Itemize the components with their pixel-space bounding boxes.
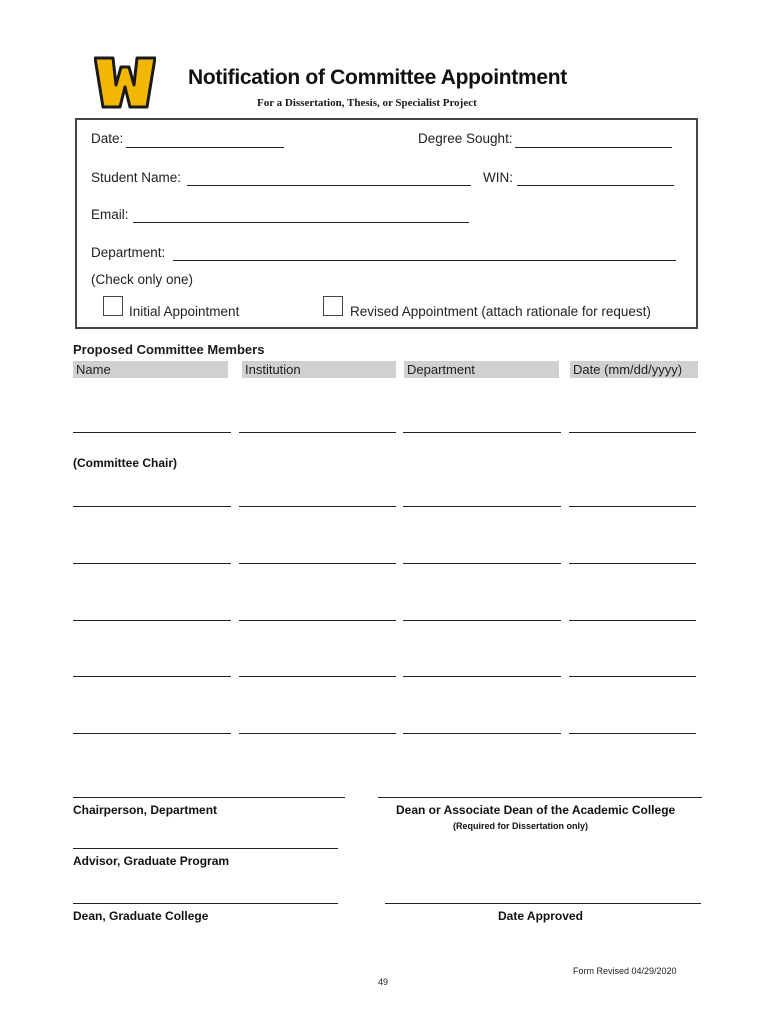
member-6-date-field[interactable]: [569, 733, 696, 734]
member-5-date-field[interactable]: [569, 676, 696, 677]
member-1-date-field[interactable]: [569, 432, 696, 433]
member-3-date-field[interactable]: [569, 563, 696, 564]
member-3-department-field[interactable]: [403, 563, 561, 564]
check-only-one-note: (Check only one): [91, 272, 194, 287]
university-w-logo: [94, 55, 156, 109]
member-2-name-field[interactable]: [73, 506, 231, 507]
revised-appointment-checkbox[interactable]: [323, 296, 343, 316]
dean-required-note: (Required for Dissertation only): [453, 821, 589, 831]
member-5-department-field[interactable]: [403, 676, 561, 677]
student-info-box: [75, 118, 698, 329]
member-1-institution-field[interactable]: [239, 432, 396, 433]
committee-section-title: Proposed Committee Members: [73, 342, 265, 357]
dean-academic-signature-line[interactable]: [378, 797, 702, 798]
member-6-department-field[interactable]: [403, 733, 561, 734]
dean-graduate-signature-line[interactable]: [73, 903, 338, 904]
email-label: Email:: [91, 207, 129, 222]
advisor-label: Advisor, Graduate Program: [73, 854, 230, 868]
member-4-name-field[interactable]: [73, 620, 231, 621]
department-field[interactable]: [173, 260, 676, 261]
win-label: WIN:: [483, 170, 513, 185]
initial-appointment-label: Initial Appointment: [129, 304, 240, 319]
department-label: Department:: [91, 245, 166, 260]
degree-sought-field[interactable]: [515, 147, 672, 148]
form-subtitle: For a Dissertation, Thesis, or Specialist Project: [257, 97, 477, 109]
degree-sought-label: Degree Sought:: [418, 131, 513, 146]
column-header-date: Date (mm/dd/yyyy): [570, 361, 698, 378]
date-approved-line[interactable]: [385, 903, 701, 904]
committee-chair-label: (Committee Chair): [73, 456, 178, 470]
win-field[interactable]: [517, 185, 674, 186]
member-4-institution-field[interactable]: [239, 620, 396, 621]
column-header-department: Department: [404, 361, 559, 378]
member-5-name-field[interactable]: [73, 676, 231, 677]
student-name-field[interactable]: [187, 185, 471, 186]
form-title: Notification of Committee Appointment: [188, 66, 567, 89]
date-field[interactable]: [126, 147, 284, 148]
form-revised-date: Form Revised 04/29/2020: [573, 966, 677, 976]
column-header-name: Name: [73, 361, 228, 378]
revised-appointment-label: Revised Appointment (attach rationale for request): [350, 304, 651, 319]
member-4-department-field[interactable]: [403, 620, 561, 621]
member-2-department-field[interactable]: [403, 506, 561, 507]
email-field[interactable]: [133, 222, 469, 223]
member-3-name-field[interactable]: [73, 563, 231, 564]
page-number: 49: [378, 977, 389, 987]
member-2-institution-field[interactable]: [239, 506, 396, 507]
member-3-institution-field[interactable]: [239, 563, 396, 564]
member-4-date-field[interactable]: [569, 620, 696, 621]
chairperson-label: Chairperson, Department: [73, 803, 218, 817]
member-5-institution-field[interactable]: [239, 676, 396, 677]
column-header-institution: Institution: [242, 361, 396, 378]
initial-appointment-checkbox[interactable]: [103, 296, 123, 316]
dean-academic-label: Dean or Associate Dean of the Academic College: [396, 803, 676, 817]
student-name-label: Student Name:: [91, 170, 182, 185]
member-1-department-field[interactable]: [403, 432, 561, 433]
member-6-institution-field[interactable]: [239, 733, 396, 734]
member-2-date-field[interactable]: [569, 506, 696, 507]
date-label: Date:: [91, 131, 124, 146]
member-1-name-field[interactable]: [73, 432, 231, 433]
advisor-signature-line[interactable]: [73, 848, 338, 849]
member-6-name-field[interactable]: [73, 733, 231, 734]
dean-graduate-label: Dean, Graduate College: [73, 909, 209, 923]
chairperson-signature-line[interactable]: [73, 797, 345, 798]
date-approved-label: Date Approved: [498, 909, 583, 923]
